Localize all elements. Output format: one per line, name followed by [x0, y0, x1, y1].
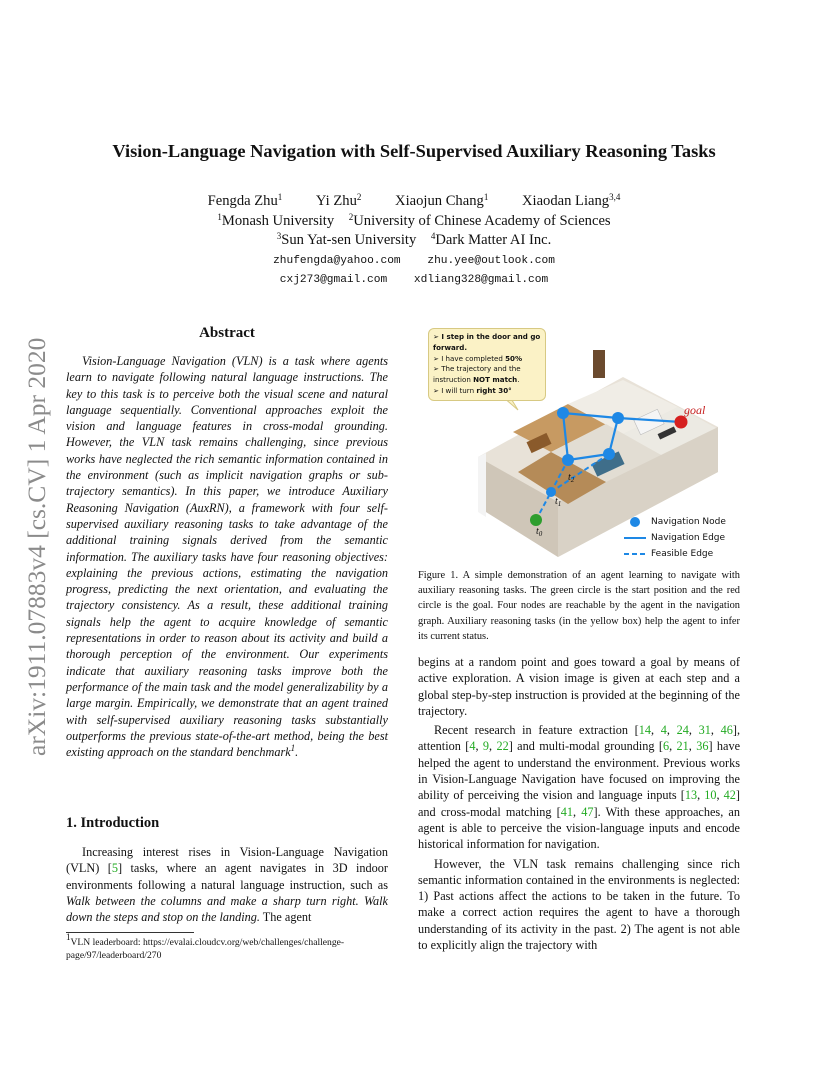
navigation-node [612, 412, 624, 424]
citation-link[interactable]: 46 [720, 723, 733, 738]
paragraph: Recent research in feature extraction [14, 4, 24, 31, 46], attention [4, 9, 22] and multi-modal grounding [6, 21, 36] have helped the agent to understand the environment. Previous works in Vision-Language Navigation have focused on improving the ability of perceiving the vision and language inputs [13, 10, 42] and cross-modal matching [41, 47]. With these approaches, an agent is able to perceive the vision-language inputs and encode historical information for navigation. [418, 723, 741, 852]
citation-link[interactable]: 4 [660, 723, 667, 738]
author: Fengda Zhu$^1$ [207, 192, 283, 209]
t1-label: $t_1$ [555, 496, 562, 508]
abstract-body: Vision-Language Navigation (VLN) is a task where agents learn to navigate following natural language instructions. The key to this task is to perceive both the visual scene and natural language sequentially. Conventional approaches exploit the vision and language features in cross-modal grounding. However, the VLN task remains challenging, since previous works have neglected the rich semantic information contained in the environment (such as implicit navigation graphs or sub-trajectory semantics). In this paper, we introduce Auxiliary Reasoning Navigation (AuxRN), a framework with four self-supervised auxiliary reasoning tasks to take advantage of the additional training signals derived from the semantic information. The auxiliary tasks have four reasoning objectives: explaining the previous actions, estimating the navigation progress, predicting the next orientation, and evaluating the trajectory consistency. As a result, these additional training signals help the agent to acquire knowledge of semantic representations in order to reason about its activity and build a thorough perception of the environment. Our experiments indicate that auxiliary reasoning tasks improve both the performance of the main task and the model generalizability by a large margin. Empirically, we demonstrate that an agent trained with self-supervised auxiliary reasoning tasks substantially outperforms the previous state-of-the-art method, being the best existing approach on the standard benchmark$^1$. [66, 354, 388, 760]
bubble-line: ➢ I will turn right 30° [433, 385, 512, 395]
citation-link[interactable]: 10 [704, 788, 717, 803]
cabinet [593, 350, 605, 378]
arxiv-stamp: arXiv:1911.07883v4 [cs.CV] 1 Apr 2020 [22, 337, 51, 756]
right-column-text [418, 654, 740, 953]
footnote: $^1$VLN leaderboard: https://evalai.cloudcv.org/web/challenges/challenge-page/97/leaderboard/270 [66, 932, 345, 962]
abstract-heading: Abstract [199, 325, 255, 341]
section-heading-introduction: 1. Introduction [66, 815, 160, 831]
citation-link[interactable]: 24 [676, 723, 689, 738]
citation-link[interactable]: 41 [560, 804, 573, 819]
citation-link[interactable]: 9 [482, 739, 489, 754]
feasible-edge-legend-icon [623, 551, 647, 557]
navigation-node [603, 448, 615, 460]
bubble-line: ➢ I have completed 50% [433, 353, 523, 363]
paragraph: begins at a random point and goes toward a goal by means of active exploration. A vision image is given at each step and a global step-by-step instruction is provided at the beginning of the trajectory. [418, 655, 740, 718]
citation-link[interactable]: 42 [723, 788, 736, 803]
citation-link[interactable]: 14 [638, 723, 652, 738]
email-line [0, 274, 828, 286]
citation-link[interactable]: 13 [684, 788, 698, 803]
start-node [530, 514, 542, 526]
figure-1 [418, 322, 740, 562]
citation-link[interactable]: 5 [111, 861, 118, 876]
citation-link[interactable]: 6 [662, 739, 670, 754]
email: cxj273@gmail.com [279, 274, 388, 286]
email-line [0, 255, 828, 267]
citation-link[interactable]: 36 [696, 739, 709, 754]
email: xdliang328@gmail.com [413, 274, 549, 286]
footnote-rule [66, 932, 194, 933]
legend-item: Navigation Edge [623, 530, 726, 546]
author: Yi Zhu$^2$ [315, 192, 362, 209]
paper-title: Vision-Language Navigation with Self-Supervised Auxiliary Reasoning Tasks [112, 141, 716, 161]
citation-link[interactable]: 22 [496, 739, 509, 754]
legend-item: Navigation Node [623, 514, 726, 530]
citation-link[interactable]: 31 [698, 723, 711, 738]
goal-node [675, 416, 688, 429]
node-legend-icon [623, 516, 647, 528]
door [478, 453, 486, 517]
legend-item: Feasible Edge [623, 546, 726, 562]
intro-paragraph: Increasing interest rises in Vision-Language Navigation (VLN) [5] tasks, where an agent navigates in 3D indoor environments following a natural language instruction, such as Walk between the columns and make a sharp turn right. Walk down the steps and stop on the landing. The agent [66, 845, 388, 925]
paragraph: However, the VLN task remains challenging since rich semantic information contained in the environments is neglected: 1) Past actions affect the actions to be taken in the future. To make a correct action requires the agent to have a thorough understanding of its activity in the past. 2) The agent is not able to explicitly align the trajectory with [418, 856, 740, 953]
email: zhufengda@yahoo.com [273, 255, 401, 267]
t0-label: $t_0$ [536, 526, 543, 538]
bubble-line: ➢ I step in the door and go forward. [433, 332, 541, 352]
affiliation-line: $^3$Sun Yat-sen University $^4$Dark Matter AI Inc. [276, 231, 552, 248]
author-list [0, 193, 828, 210]
edge-legend-icon [623, 535, 647, 541]
navigation-node [557, 407, 569, 419]
citation-link[interactable]: 21 [676, 739, 689, 754]
author: Xiaojun Chang$^1$ [395, 192, 489, 209]
affiliation-line: $^1$Monash University $^2$University of Chinese Academy of Sciences [217, 212, 611, 229]
figure-caption: Figure 1. A simple demonstration of an agent learning to navigate with auxiliary reasoning tasks. The green circle is the start position and the red circle is the goal. Four nodes are reachable by the agent in the navigation graph. Auxiliary reasoning tasks (in the yellow box) help the agent to infer its current status. [418, 570, 740, 642]
bubble-line: ➢ The trajectory and the instruction NOT match. [433, 364, 521, 385]
email: zhu.yee@outlook.com [427, 255, 555, 267]
figure-legend [623, 514, 726, 562]
citation-link[interactable]: 4 [469, 739, 476, 754]
author: Xiaodan Liang$^{3,4}$ [521, 192, 621, 209]
citation-link[interactable]: 47 [581, 804, 594, 819]
t2-label: $t_2$ [568, 472, 575, 484]
goal-label: goal [684, 403, 706, 417]
navigation-node [562, 454, 574, 466]
speech-bubble [428, 328, 546, 401]
